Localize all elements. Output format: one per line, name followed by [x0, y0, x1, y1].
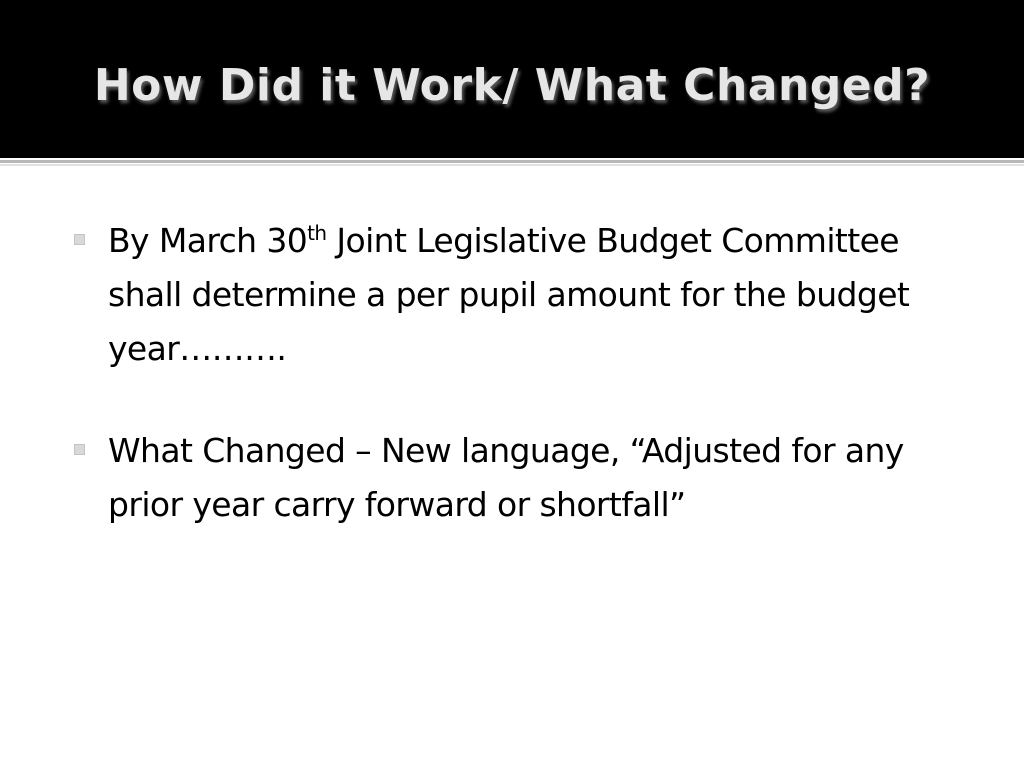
bullet-item-what-changed	[72, 424, 972, 532]
title-divider	[0, 160, 1024, 163]
square-bullet-icon	[74, 234, 85, 245]
bullet-text-deadline-rest: Joint Legislative Budget Committee shall determine a per pupil amount for the budget year……….	[108, 221, 910, 368]
bullet-item-deadline	[72, 214, 972, 376]
bullet-text-deadline-start: By March 30	[108, 221, 308, 260]
slide-body	[72, 214, 972, 580]
ordinal-suffix: th	[307, 221, 327, 245]
square-bullet-icon	[74, 444, 85, 455]
bullet-text-deadline	[108, 214, 972, 376]
bullet-text-what-changed: What Changed – New language, “Adjusted for any prior year carry forward or shortfall”	[108, 431, 904, 524]
title-bar	[0, 0, 1024, 158]
title-divider-light	[0, 164, 1024, 166]
slide-title: How Did it Work/ What Changed?	[93, 60, 931, 111]
